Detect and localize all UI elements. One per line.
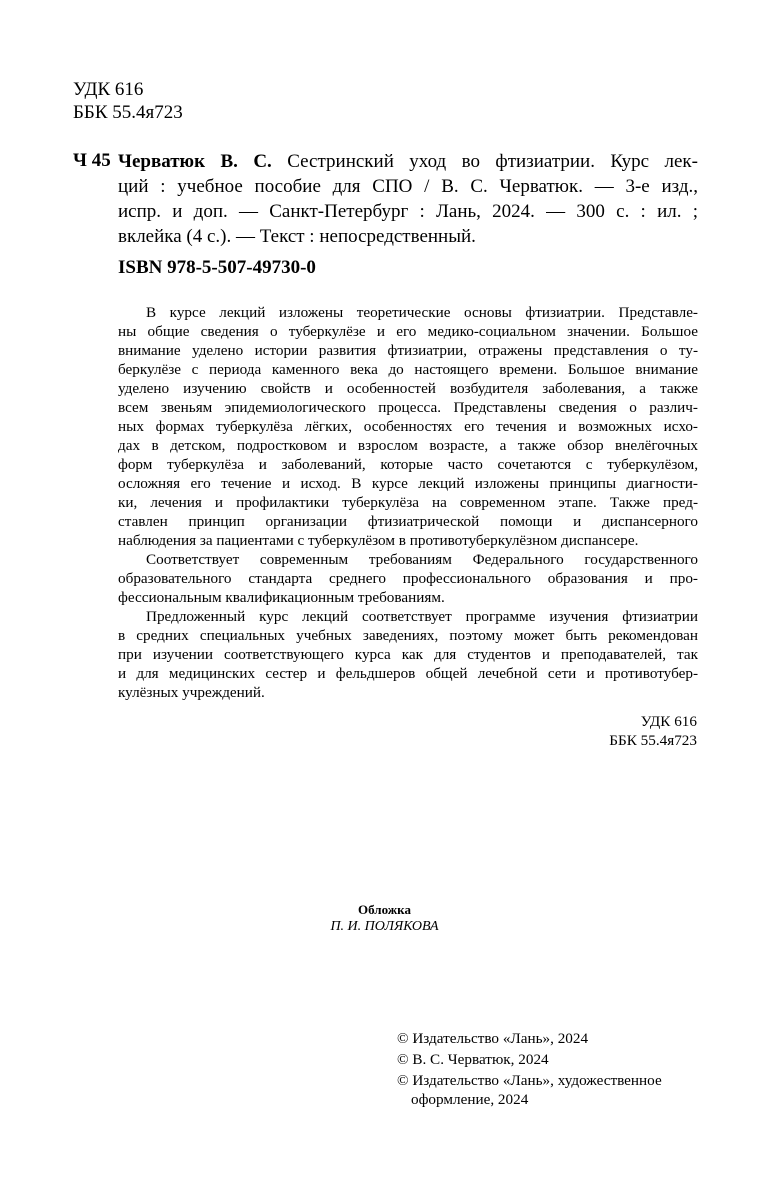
abstract-line: форм туберкулёза и заболеваний, которые часто сочетаются с туберкулёзом, (118, 456, 698, 473)
abstract-line: ны общие сведения о туберкулёзе и его медико-социальном значении. Большое (118, 323, 698, 340)
bbk-code-top: ББК 55.4я723 (73, 102, 183, 123)
bib-line-3: испр. и доп. — Санкт-Петербург : Лань, 2024. — 300 с. : ил. ; (118, 201, 698, 222)
bib-title: Сестринский уход во фтизиатрии. Курс лек- (271, 151, 698, 172)
abstract (118, 303, 698, 702)
udk-code-bottom: УДК 616 (640, 713, 697, 730)
copyright-publisher: © Издательство «Лань», 2024 (397, 1030, 589, 1047)
abstract-line: ставлен принцип организации фтизиатрической помощи и диспансерного (118, 513, 698, 530)
cover-label: Обложка (358, 902, 411, 917)
abstract-line: внимание уделено истории развития фтизиатрии, отражены представления о ту- (118, 342, 698, 359)
abstract-line: дах в детском, подростковом и взрослом возрасте, а также обзор внелёгочных (118, 437, 698, 454)
copyright-author: © В. С. Черватюк, 2024 (397, 1051, 549, 1068)
udk-code-top: УДК 616 (73, 79, 144, 100)
catalog-bottom (609, 712, 697, 750)
abstract-line: в средних специальных учебных заведениях, поэтому может быть рекомендован (118, 627, 698, 644)
cover-designer: П. И. ПОЛЯКОВА (330, 919, 439, 934)
bbk-code-bottom: ББК 55.4я723 (609, 732, 697, 749)
bib-line-4: вклейка (4 с.). — Текст : непосредственный. (118, 226, 476, 247)
abstract-line: уделено изучению свойств и особенностей возбудителя заболевания, а также (118, 380, 698, 397)
copyright-design-cont: оформление, 2024 (411, 1091, 529, 1108)
isbn: ISBN 978-5-507-49730-0 (118, 257, 316, 278)
abstract-line: Соответствует современным требованиям Федерального государственного (146, 551, 698, 568)
copyright-design: © Издательство «Лань», художественное (397, 1072, 662, 1089)
abstract-line: и для медицинских сестер и фельдшеров общей лечебной сети и противотубер- (118, 665, 698, 682)
abstract-line: фессиональным квалификационным требованиям. (118, 589, 445, 606)
bib-line-2: ций : учебное пособие для СПО / В. С. Черватюк. — 3-е изд., (118, 176, 698, 197)
author-cipher: Ч 45 (73, 150, 111, 171)
abstract-line: всем звеньям эпидемиологического процесса. Представлены сведения о различ- (118, 399, 698, 416)
abstract-line: при изучении соответствующего курса как для студентов и преподавателей, так (118, 646, 698, 663)
abstract-line: осложняя его течение и исход. В курсе лекций изложены принципы диагности- (118, 475, 698, 492)
abstract-line: беркулёзе с периода каменного века до настоящего времени. Большое внимание (118, 361, 698, 378)
abstract-line: ки, лечения и профилактики туберкулёза на современном этапе. Также пред- (118, 494, 698, 511)
abstract-line: ных формах туберкулёза лёгких, особенностях его течения и возможных исхо- (118, 418, 698, 435)
abstract-line: Предложенный курс лекций соответствует программе изучения фтизиатрии (146, 608, 698, 625)
bib-line-1 (118, 150, 698, 173)
abstract-line: кулёзных учреждений. (118, 684, 265, 701)
abstract-line: наблюдения за пациентами с туберкулёзом в противотуберкулёзном диспансере. (118, 532, 639, 549)
abstract-line: В курсе лекций изложены теоретические основы фтизиатрии. Представле- (146, 304, 698, 321)
author-name: Черватюк В. С. (118, 151, 272, 172)
abstract-line: образовательного стандарта среднего профессионального образования и про- (118, 570, 698, 587)
